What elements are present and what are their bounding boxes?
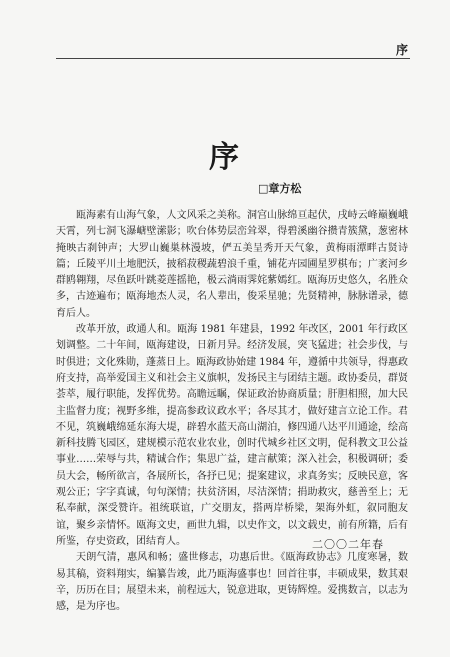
preface-body: [56, 208, 408, 615]
running-header-title: 序: [395, 43, 408, 57]
author-byline: □章方松: [258, 182, 302, 195]
header-rule: [56, 58, 410, 59]
page-title: 序: [209, 140, 241, 175]
paragraph-1: 瓯海素有山海气象，人文风采之美称。洞宫山脉绵亘起伏，戌峙云峰巅巍峨天霄，列七洞飞瀑嵣壁潆影；吹台体势层峦耸翠，得碧溪幽谷攒青簇黛，葱密林掩映古刹钟声；大罗山巍巣林漫坡，俨五美呈秀开天气象，黄梅雨潭畔古贤诗篇；丘陵平川土地肥沃，披稻菽稷蔬碧浪千重，铺花卉园圃星罗棋布；广袤河乡群鸥翱翔，尽鱼跃叶跳菱莲摇艳，极云淌雨霁姹紫嫣红。瓯海历史悠久，名胜众多，古迹遍布；瓯海地杰人灵，名人辈出，俊采星驰；先贤精神，脉脉谱录，德育后人。: [56, 210, 408, 319]
paragraph-3: 天朗气清，惠风和畅；盛世修志，功惠后世。《瓯海政协志》几度寒暑，数易其稿，资料翔实，编纂告竣，此乃瓯海盛事也！回首往事，丰硕成果，数其艰辛，历历在目；展望未来，前程远大，锐意进取，更铸辉煌。爱携数言，以志为感，是为序也。: [56, 552, 408, 613]
paragraph-2: 改革开放，政通人和。瓯海 1981 年建县，1992 年改区，2001 年行政区划调整。二十年间，瓯海建设，日新月异。经济发展，突飞猛进；社会步伐，与时俱进；文化殊勋，蓬蒸日上。瓯海政协始建 1984 年，遵循中共领导，得惠政府支持，高举爱国主义和社会主义旗帜，发扬民主与团结主题。政协委员，群贤荟萃，履行职能，发挥优势。高瞻远瞩，保证政治协商质量；肝胆相照，加大民主监督力度；视野多维，提高参政议政水平；各尽其才，做好建言立论工作。君不见，筑巍峨绵延东海大堤，辟碧水蓝天高山湖泊，修四通八达平川通途，绘高新科技腾飞园区，建规模示范农业农业，创时代城乡社区文明，促科教文卫公益事业……荣辱与共，精诚合作；集思广益，建言献策；深入社会，积极调研；委员大会，畅所欲言，各展所长，各抒已见；提案建议，求真务实；反映民意，客观公正；字字真诚，句句深情；扶贫济困，尽洁深情；捐助救灾，慈善至上；无私奉献，深受赞许。祖统联谊，广交朋友，搭两岸桥梁，架海外虹，叙同胞友谊，聚乡亲情怀。瓯海文史，画世九辑，以史作文，以文载史，前有所籍，后有所鉴，存史资政，团结育人。: [56, 324, 408, 547]
running-header: [0, 0, 450, 60]
dateline: 二〇〇二年春: [312, 538, 384, 551]
